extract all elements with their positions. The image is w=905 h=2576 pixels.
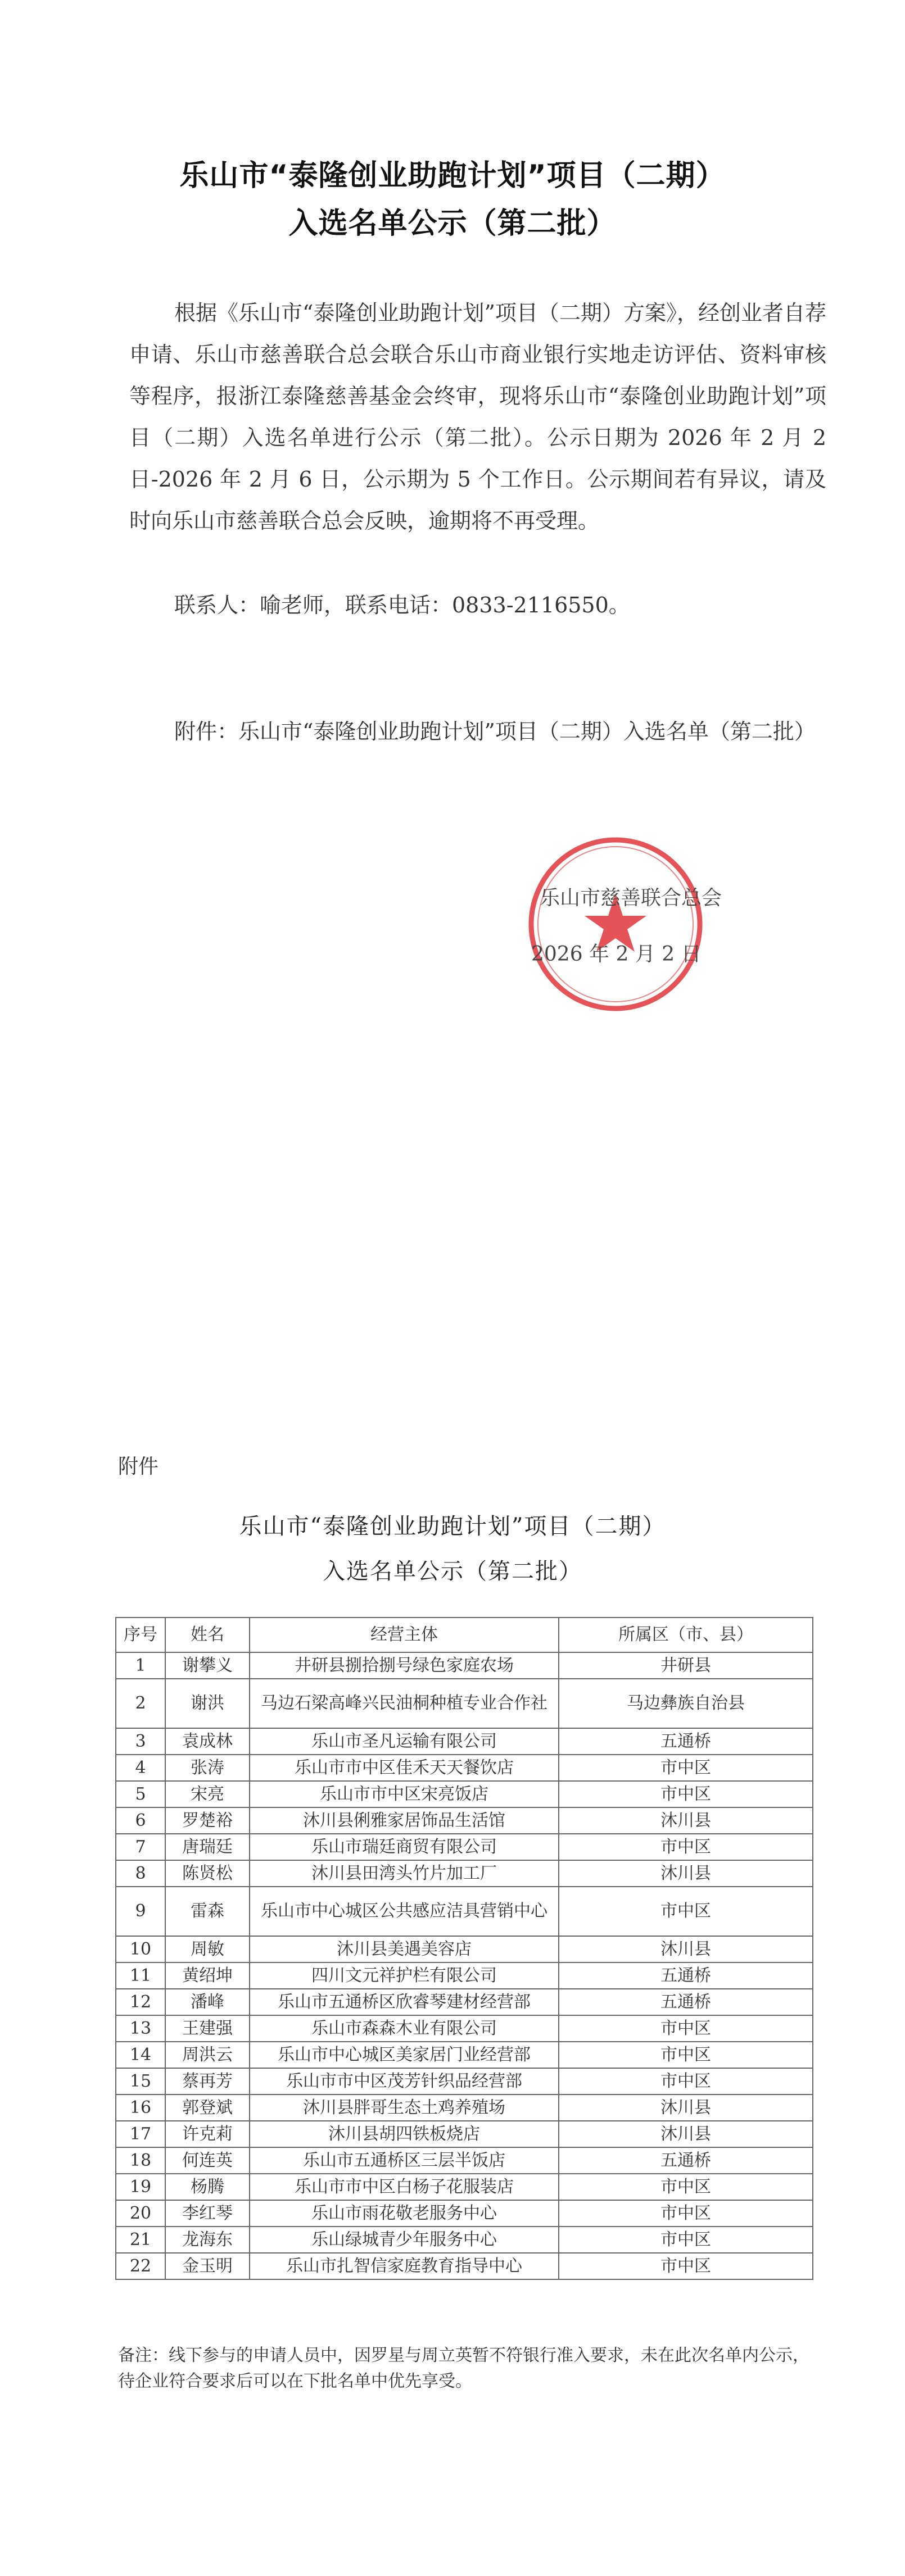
cell-index: 9: [116, 1887, 165, 1936]
cell-district: 沐川县: [559, 2121, 813, 2147]
header-index: 序号: [116, 1618, 165, 1652]
cell-business: 乐山市五通桥区三层半饭店: [250, 2147, 559, 2174]
cell-district: 五通桥: [559, 2147, 813, 2174]
cell-index: 20: [116, 2200, 165, 2227]
cell-district: 沐川县: [559, 1807, 813, 1834]
cell-index: 15: [116, 2068, 165, 2095]
cell-index: 18: [116, 2147, 165, 2174]
cell-district: 市中区: [559, 2015, 813, 2042]
cell-index: 2: [116, 1679, 165, 1728]
cell-business: 乐山市森森木业有限公司: [250, 2015, 559, 2042]
cell-index: 10: [116, 1936, 165, 1962]
table-row: [116, 1652, 813, 1679]
cell-business: 沐川县俐雅家居饰品生活馆: [250, 1807, 559, 1834]
table-row: [116, 2042, 813, 2068]
table-row: [116, 1936, 813, 1962]
cell-name: 雷森: [165, 1887, 250, 1936]
table-row: [116, 2121, 813, 2147]
cell-business: 井研县捌拾捌号绿色家庭农场: [250, 1652, 559, 1679]
table-row: [116, 2147, 813, 2174]
table-row: [116, 2253, 813, 2279]
cell-index: 16: [116, 2095, 165, 2121]
cell-district: 沐川县: [559, 2095, 813, 2121]
cell-index: 19: [116, 2174, 165, 2200]
cell-business: 沐川县胖哥生态土鸡养殖场: [250, 2095, 559, 2121]
table-row: [116, 1679, 813, 1728]
cell-district: 沐川县: [559, 1860, 813, 1887]
cell-business: 乐山市中心城区美家居门业经营部: [250, 2042, 559, 2068]
cell-name: 袁成林: [165, 1728, 250, 1755]
cell-district: 市中区: [559, 2042, 813, 2068]
table-row: [116, 2174, 813, 2200]
cell-district: 五通桥: [559, 1989, 813, 2015]
cell-index: 21: [116, 2227, 165, 2253]
cell-name: 张涛: [165, 1755, 250, 1781]
cell-name: 李红琴: [165, 2200, 250, 2227]
cell-name: 杨腾: [165, 2174, 250, 2200]
table-row: [116, 1887, 813, 1936]
table-row: [116, 2015, 813, 2042]
cell-business: 乐山市圣凡运输有限公司: [250, 1728, 559, 1755]
cell-index: 3: [116, 1728, 165, 1755]
cell-index: 6: [116, 1807, 165, 1834]
table-row: [116, 1989, 813, 2015]
cell-business: 乐山市市中区佳禾天天餐饮店: [250, 1755, 559, 1781]
cell-business: 马边石梁高峰兴民油桐种植专业合作社: [250, 1679, 559, 1728]
table-row: [116, 1834, 813, 1860]
cell-name: 罗楚裕: [165, 1807, 250, 1834]
cell-district: 五通桥: [559, 1728, 813, 1755]
cell-business: 沐川县胡四铁板烧店: [250, 2121, 559, 2147]
cell-business: 乐山市市中区宋亮饭店: [250, 1781, 559, 1807]
header-district: 所属区（市、县）: [559, 1618, 813, 1652]
cell-name: 宋亮: [165, 1781, 250, 1807]
notice-contact: 联系人：喻老师，联系电话：0833-2116550。: [174, 593, 630, 617]
table-header-row: [116, 1618, 813, 1652]
cell-district: 马边彝族自治县: [559, 1679, 813, 1728]
cell-business: 乐山市雨花敬老服务中心: [250, 2200, 559, 2227]
cell-name: 谢攀义: [165, 1652, 250, 1679]
cell-business: 乐山市五通桥区欣睿琴建材经营部: [250, 1989, 559, 2015]
notice-body: 根据《乐山市“泰隆创业助跑计划”项目（二期）方案》，经创业者自荐申请、乐山市慈善联合总会联合乐山市商业银行实地走访评估、资料审核等程序，报浙江泰隆慈善基金会终审，现将乐山市“泰隆创业助跑计划”项目（二期）入选名单进行公示（第二批）。公示日期为 2026 年 2 月 2 日-2026 年 2 月 6 日，公示期为 5 个工作日。公示期间若有异议，请及时向乐山市慈善联合总会反映，逾期将不再受理。: [129, 301, 826, 533]
table-row: [116, 2200, 813, 2227]
annex-title-line2: 入选名单公示（第二批）: [323, 1559, 582, 1584]
cell-index: 11: [116, 1962, 165, 1989]
annex-label: 附件: [118, 1455, 159, 1478]
cell-district: 井研县: [559, 1652, 813, 1679]
cell-name: 周敏: [165, 1936, 250, 1962]
header-business: 经营主体: [250, 1618, 559, 1652]
cell-business: 乐山市扎智信家庭教育指导中心: [250, 2253, 559, 2279]
cell-name: 王建强: [165, 2015, 250, 2042]
cell-name: 陈贤松: [165, 1860, 250, 1887]
cell-index: 5: [116, 1781, 165, 1807]
table-row: [116, 2068, 813, 2095]
cell-index: 1: [116, 1652, 165, 1679]
cell-district: 市中区: [559, 2068, 813, 2095]
table-row: [116, 1962, 813, 1989]
cell-index: 17: [116, 2121, 165, 2147]
table-row: [116, 2227, 813, 2253]
cell-district: 五通桥: [559, 1962, 813, 1989]
signer-name: 乐山市慈善联合总会: [540, 887, 722, 910]
annex-note: 备注：线下参与的申请人员中，因罗星与周立英暂不符银行准入要求，未在此次名单内公示，待企业符合要求后可以在下批名单中优先享受。: [118, 2346, 809, 2391]
notice-title-line2: 入选名单公示（第二批）: [288, 207, 617, 240]
annex-title-line1: 乐山市“泰隆创业助跑计划”项目（二期）: [239, 1514, 666, 1539]
cell-business: 沐川县田湾头竹片加工厂: [250, 1860, 559, 1887]
cell-name: 唐瑞廷: [165, 1834, 250, 1860]
cell-business: 乐山绿城青少年服务中心: [250, 2227, 559, 2253]
cell-district: 市中区: [559, 1755, 813, 1781]
cell-name: 黄绍坤: [165, 1962, 250, 1989]
cell-district: 市中区: [559, 1834, 813, 1860]
cell-name: 许克莉: [165, 2121, 250, 2147]
cell-business: 乐山市中心城区公共感应洁具营销中心: [250, 1887, 559, 1936]
cell-index: 8: [116, 1860, 165, 1887]
notice-title-line1: 乐山市“泰隆创业助跑计划”项目（二期）: [179, 159, 726, 193]
cell-business: 乐山市市中区白杨子花服装店: [250, 2174, 559, 2200]
cell-business: 四川文元祥护栏有限公司: [250, 1962, 559, 1989]
cell-index: 13: [116, 2015, 165, 2042]
header-name: 姓名: [165, 1618, 250, 1652]
sign-date: 2026 年 2 月 2 日: [531, 943, 702, 966]
table-row: [116, 2095, 813, 2121]
cell-name: 周洪云: [165, 2042, 250, 2068]
selection-list-table: [115, 1617, 813, 2280]
cell-district: 市中区: [559, 1887, 813, 1936]
table-row: [116, 1860, 813, 1887]
cell-district: 市中区: [559, 1781, 813, 1807]
table-row: [116, 1728, 813, 1755]
cell-business: 沐川县美遇美容店: [250, 1936, 559, 1962]
cell-business: 乐山市瑞廷商贸有限公司: [250, 1834, 559, 1860]
table-row: [116, 1807, 813, 1834]
cell-name: 龙海东: [165, 2227, 250, 2253]
cell-district: 市中区: [559, 2200, 813, 2227]
cell-name: 何连英: [165, 2147, 250, 2174]
cell-index: 22: [116, 2253, 165, 2279]
cell-name: 潘峰: [165, 1989, 250, 2015]
cell-district: 市中区: [559, 2253, 813, 2279]
table-body: [116, 1652, 813, 2279]
cell-district: 市中区: [559, 2227, 813, 2253]
cell-business: 乐山市市中区茂芳针织品经营部: [250, 2068, 559, 2095]
cell-name: 蔡再芳: [165, 2068, 250, 2095]
cell-name: 郭登斌: [165, 2095, 250, 2121]
cell-name: 金玉明: [165, 2253, 250, 2279]
cell-index: 4: [116, 1755, 165, 1781]
cell-district: 沐川县: [559, 1936, 813, 1962]
cell-index: 7: [116, 1834, 165, 1860]
notice-attachment: 附件：乐山市“泰隆创业助跑计划”项目（二期）入选名单（第二批）: [174, 719, 816, 744]
cell-index: 14: [116, 2042, 165, 2068]
official-seal-icon: [523, 832, 708, 1017]
table-row: [116, 1781, 813, 1807]
table-row: [116, 1755, 813, 1781]
cell-district: 市中区: [559, 2174, 813, 2200]
cell-name: 谢洪: [165, 1679, 250, 1728]
cell-index: 12: [116, 1989, 165, 2015]
